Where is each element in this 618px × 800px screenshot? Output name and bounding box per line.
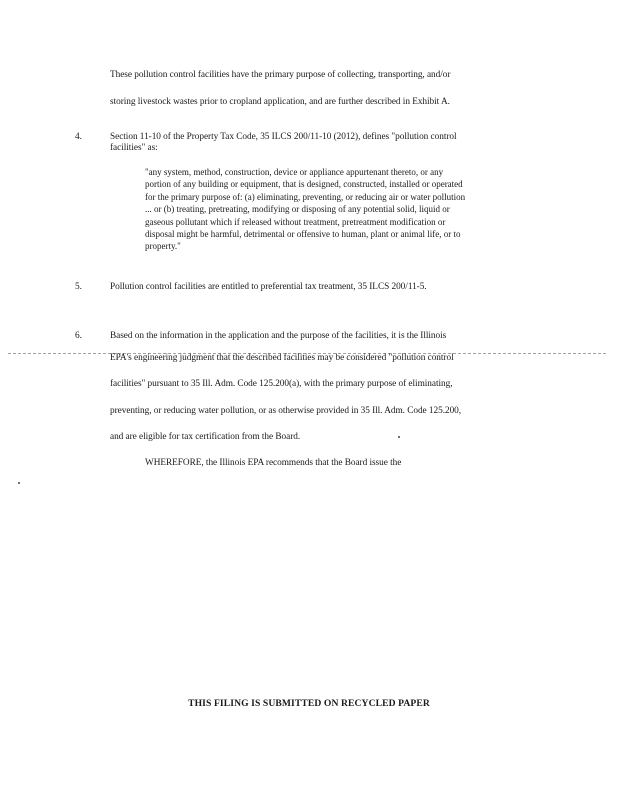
item-5-line-1: Pollution control facilities are entitled to preferential tax treatment, 35 ILCS 200/11-5. [110, 282, 427, 292]
scan-speck [18, 482, 20, 484]
recycled-paper-footer: THIS FILING IS SUBMITTED ON RECYCLED PAPER [188, 698, 430, 709]
item-4-line-1: Section 11-10 of the Property Tax Code, 35 ILCS 200/11-10 (2012), defines "pollution control [110, 132, 457, 142]
item-number-6: 6. [75, 331, 82, 341]
intro-line-2: storing livestock wastes prior to cropland application, and are further described in Exhibit A. [110, 97, 450, 107]
scan-speck [398, 436, 400, 438]
quote-line: ... or (b) treating, pretreating, modifying or disposing of any potential solid, liquid or [145, 204, 450, 215]
item-number-5: 5. [75, 282, 82, 292]
quote-line: gaseous pollutant which if released without treatment, pretreatment modification or [145, 216, 446, 227]
item-number-4: 4. [75, 132, 82, 142]
quote-line: property." [145, 241, 181, 252]
block-quote [145, 166, 465, 253]
wherefore-clause: WHEREFORE, the Illinois EPA recommends that the Board issue the [145, 458, 402, 468]
quote-line: disposal might be harmful, detrimental or offensive to human, plant or animal life, or to [145, 229, 461, 240]
item-6-line-3: facilities" pursuant to 35 Ill. Adm. Code 125.200(a), with the primary purpose of eliminating, [110, 379, 453, 389]
item-4-line-2: facilities" as: [110, 143, 158, 153]
item-6-line-4: preventing, or reducing water pollution, or as otherwise provided in 35 Ill. Adm. Code 125.200, [110, 406, 462, 416]
item-6-line-2: EPA's engineering judgment that the described facilities may be considered "pollution control [110, 353, 454, 363]
quote-line: portion of any building or equipment, that is designed, constructed, installed or operated [145, 179, 463, 190]
item-6-line-1: Based on the information in the application and the purpose of the facilities, it is the Illinois [110, 331, 447, 341]
intro-line-1: These pollution control facilities have the primary purpose of collecting, transporting, and/or [110, 70, 451, 80]
quote-line: for the primary purpose of: (a) eliminating, preventing, or reducing air or water pollution [145, 191, 466, 202]
quote-line: "any system, method, construction, device or appliance appurtenant thereto, or any [145, 167, 444, 177]
item-6-line-5: and are eligible for tax certification from the Board. [110, 432, 301, 442]
